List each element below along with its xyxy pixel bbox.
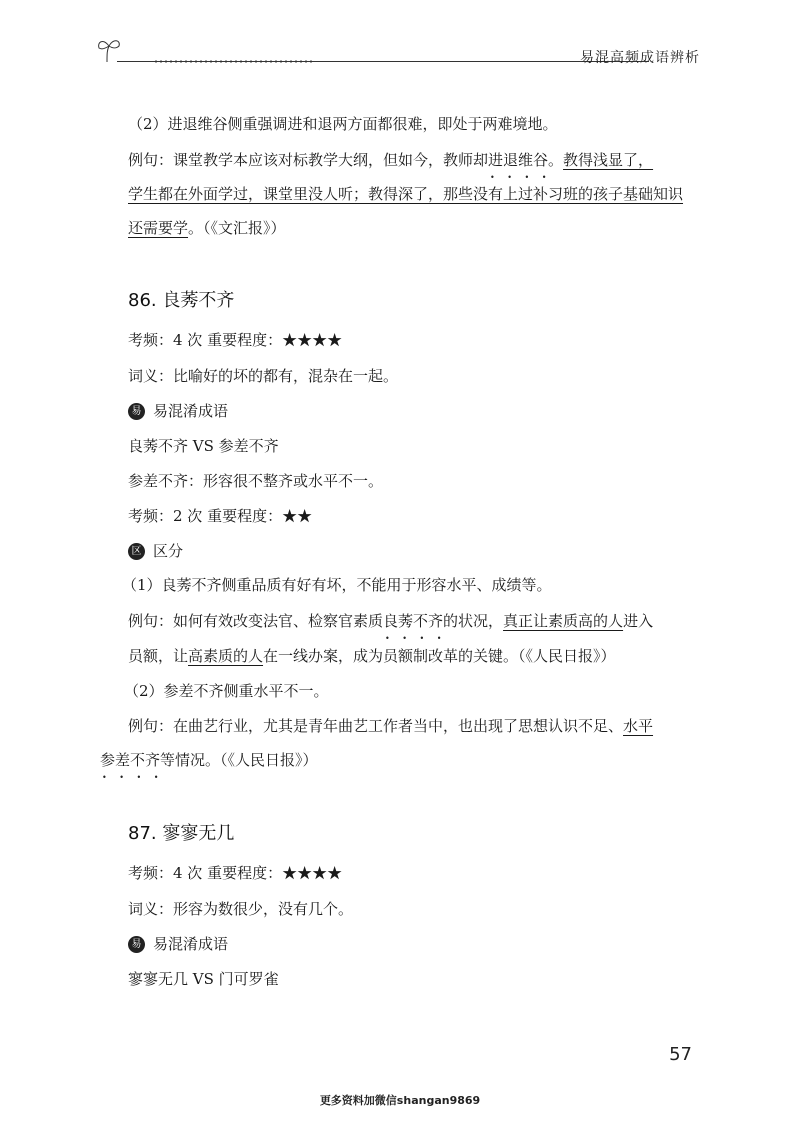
confusable-badge-icon: 易 [128, 936, 145, 953]
vs-line: 寥寥无几 VS 门可罗雀 [128, 970, 279, 988]
example-line [128, 716, 653, 736]
meaning-line: 词义：比喻好的坏的都有，混杂在一起。 [128, 367, 399, 385]
alt-meaning-line: 参差不齐：形容很不整齐或水平不一。 [128, 472, 384, 490]
confusable-subheading [128, 934, 228, 954]
difference-subheading [128, 541, 183, 561]
underlined-text: 教得浅显了， [563, 151, 654, 169]
underlined-text: 高素质的人 [188, 647, 264, 665]
emphasized-idiom: 良莠不齐 • • • • [383, 612, 443, 630]
example-text: 例句：在曲艺行业，尤其是青年曲艺工作者当中，也出现了思想认识不足、 [128, 717, 624, 735]
frequency-line: 考频：4 次 重要程度：★★★★ [128, 331, 343, 349]
running-header [95, 34, 700, 74]
example-source: 等情况。（《人民日报》） [160, 751, 318, 769]
example-text: 例句：课堂教学本应该对标教学大纲，但如今，教师却 [128, 151, 489, 169]
example-line [128, 646, 616, 666]
emphasized-idiom: 参差不齐 • • • • [100, 751, 160, 769]
confusable-badge-icon: 易 [128, 403, 145, 420]
underlined-text: 还需要学 [128, 219, 189, 237]
subheading-label: 区分 [153, 542, 184, 560]
confusable-subheading [128, 401, 228, 421]
point-1-text: （1）良莠不齐侧重品质有好有坏，不能用于形容水平、成绩等。 [122, 576, 552, 594]
header-rule [117, 61, 649, 62]
subheading-label: 易混淆成语 [153, 935, 229, 953]
point-2-text: （2）参差不齐侧重水平不一。 [124, 682, 329, 700]
example-text: 员额，让 [128, 647, 189, 665]
example-text: 。 [548, 151, 564, 169]
underlined-text: 水平 [623, 717, 654, 735]
example-source: 。（《文汇报》） [188, 219, 286, 237]
idiom-heading: 87. 寥寥无几 [128, 823, 235, 844]
page-number: 57 [669, 1044, 692, 1065]
sprout-icon [95, 34, 125, 64]
running-title: 易混高频成语辨析 [580, 50, 700, 66]
difference-badge-icon: 区 [128, 543, 145, 560]
idiom-heading: 86. 良莠不齐 [128, 290, 235, 311]
example-text: 的状况， [443, 612, 504, 630]
emphasized-idiom: 进退维谷 • • • • [488, 151, 548, 169]
example-line: 学生都在外面学过，课堂里没人听；教得深了，那些没有上过补习班的孩子基础知识 [128, 185, 684, 203]
example-text: 进入 [623, 612, 654, 630]
underlined-text: 真正让素质高的人 [503, 612, 624, 630]
subheading-label: 易混淆成语 [153, 402, 229, 420]
example-source: 在一线办案，成为员额制改革的关键。（《人民日报》） [263, 647, 616, 665]
example-line [128, 218, 286, 238]
meaning-line: 词义：形容为数很少，没有几个。 [128, 900, 354, 918]
point-2-text: （2）进退维谷侧重强调进和退两方面都很难，即处于两难境地。 [128, 115, 558, 133]
example-text: 例句：如何有效改变法官、检察官素质 [128, 612, 384, 630]
alt-frequency-line: 考频：2 次 重要程度：★★ [128, 507, 313, 525]
example-line [128, 150, 653, 170]
example-line [128, 611, 653, 631]
vs-line: 良莠不齐 VS 参差不齐 [128, 437, 279, 455]
footer-note: 更多资料加微信shangan9869 [319, 1094, 481, 1107]
frequency-line: 考频：4 次 重要程度：★★★★ [128, 864, 343, 882]
example-line [100, 750, 318, 770]
